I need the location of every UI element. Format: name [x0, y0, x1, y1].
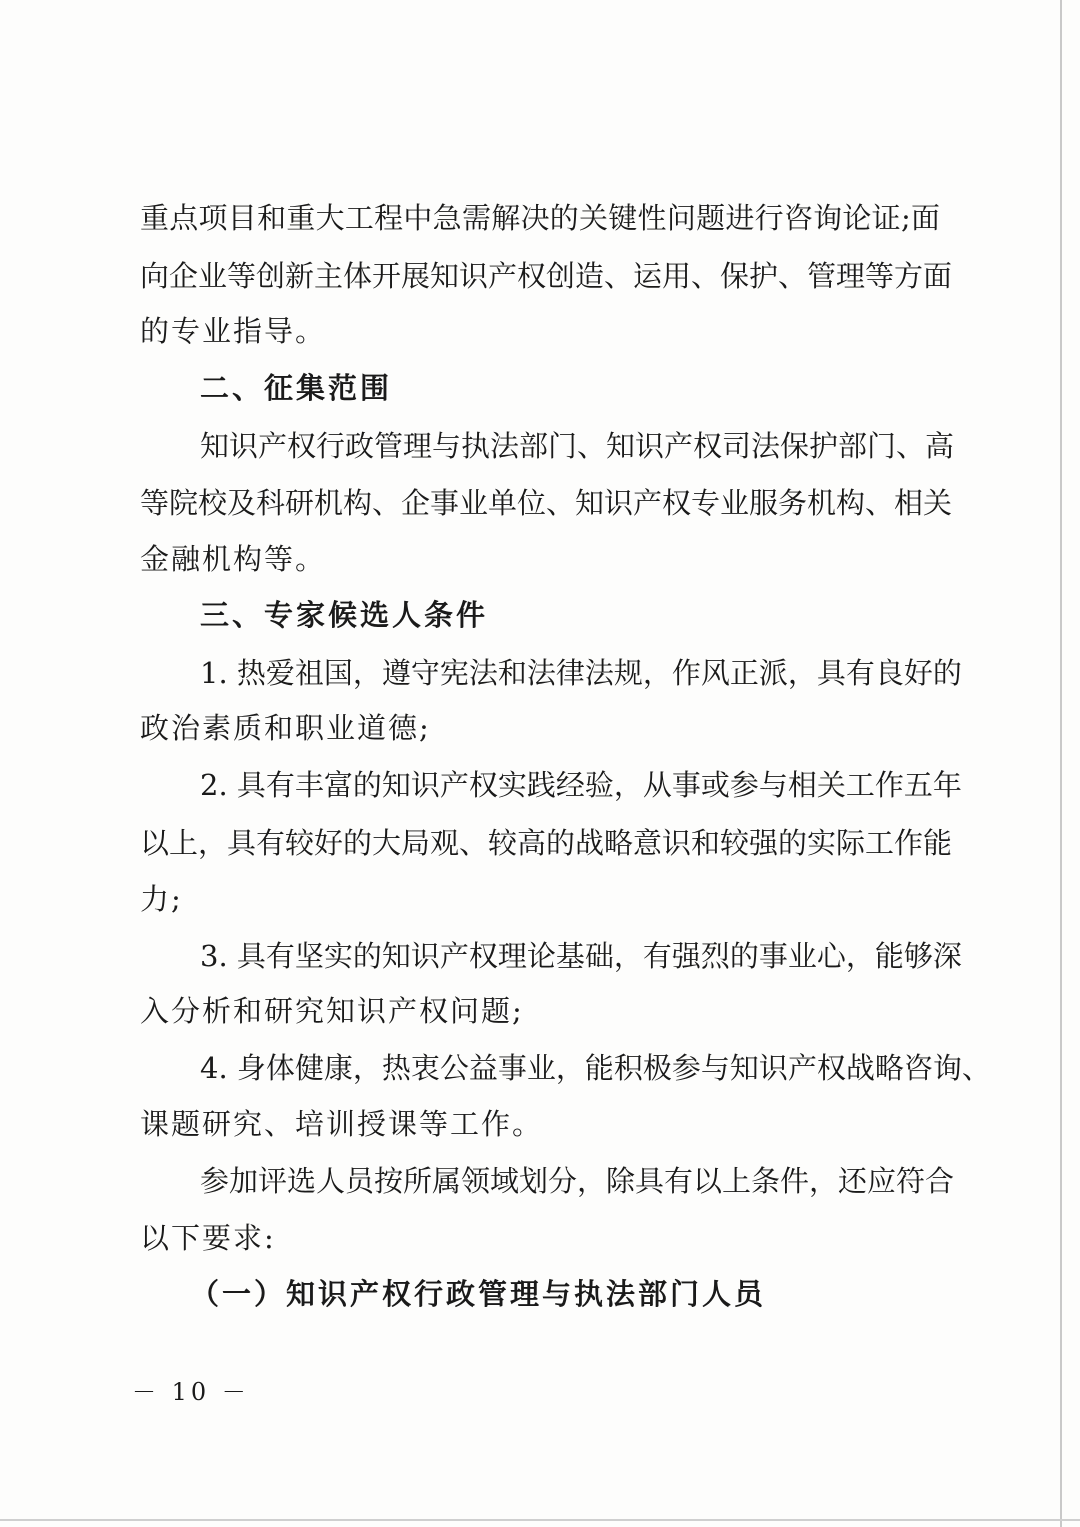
page-bottom-edge: [0, 1519, 1080, 1521]
section-heading-collection-scope: 二、征集范围: [200, 371, 393, 405]
body-text-line: 知识产权行政管理与执法部门、知识产权司法保护部门、高: [200, 429, 955, 463]
body-text-line: 重点项目和重大工程中急需解决的关键性问题进行咨询论证;面: [140, 201, 940, 235]
list-item-text: 2. 具有丰富的知识产权实践经验，从事或参与相关工作五年: [200, 768, 962, 802]
list-item-text: 入分析和研究知识产权问题;: [140, 994, 524, 1028]
body-text-line: 的专业指导。: [140, 314, 327, 348]
list-item-text: 政治素质和职业道德;: [140, 711, 431, 745]
list-item-text: 力;: [140, 882, 183, 916]
list-item-text: 以上，具有较好的大局观、较高的战略意识和较强的实际工作能: [140, 826, 953, 860]
list-item-text: 课题研究、培训授课等工作。: [140, 1107, 544, 1141]
body-text-line: 参加评选人员按所属领域划分，除具有以上条件，还应符合: [200, 1164, 955, 1198]
body-text-line: 金融机构等。: [140, 542, 327, 576]
section-heading-candidate-conditions: 三、专家候选人条件: [200, 598, 489, 632]
body-text-line: 向企业等创新主体开展知识产权创造、运用、保护、管理等方面: [140, 259, 953, 293]
list-item-text: 4. 身体健康，热衷公益事业，能积极参与知识产权战略咨询、: [200, 1051, 991, 1085]
subsection-heading-admin-enforcement: （一）知识产权行政管理与执法部门人员: [190, 1277, 767, 1311]
page-right-edge: [1060, 0, 1062, 1527]
body-text-line: 等院校及科研机构、企事业单位、知识产权专业服务机构、相关: [140, 486, 953, 520]
list-item-text: 1. 热爱祖国，遵守宪法和法律法规，作风正派，具有良好的: [200, 656, 962, 690]
body-text-line: 以下要求:: [140, 1221, 276, 1255]
page-number: － 10 －: [132, 1378, 250, 1406]
list-item-text: 3. 具有坚实的知识产权理论基础，有强烈的事业心，能够深: [200, 939, 962, 973]
